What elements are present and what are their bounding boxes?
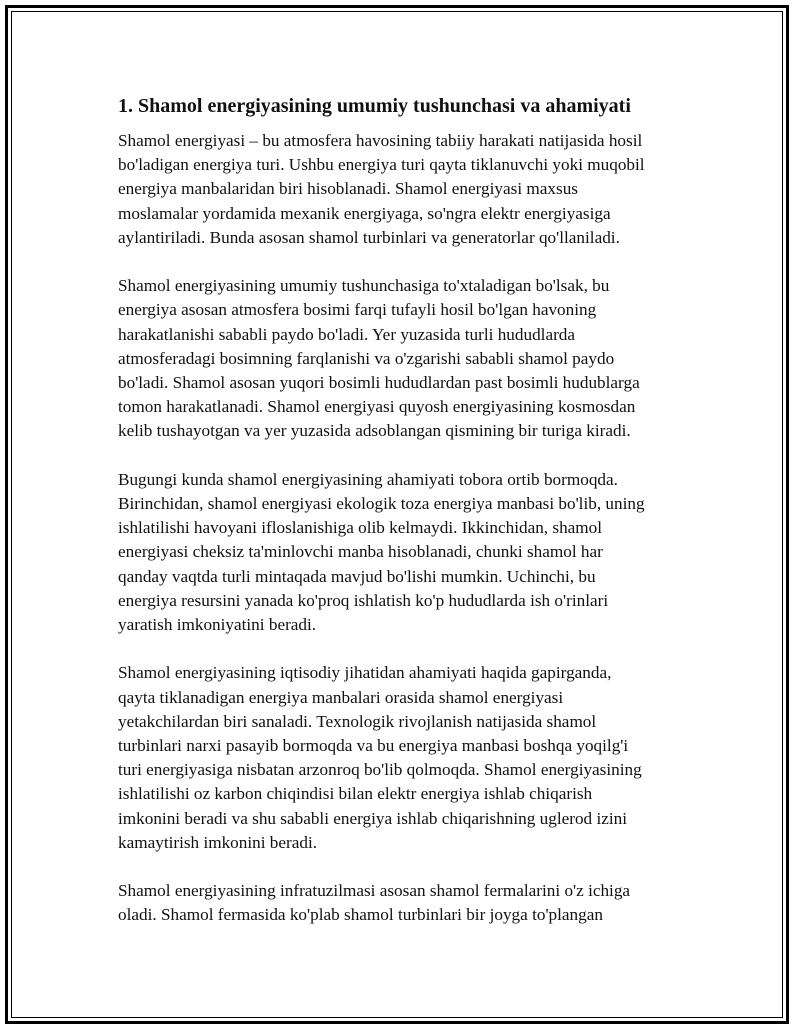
paragraph-4 xyxy=(118,661,693,855)
text-line: energiyasi cheksiz ta'minlovchi manba hisoblanadi, chunki shamol har xyxy=(118,542,603,562)
text-line: atmosferadagi bosimning farqlanishi va o'zgarishi sababli shamol paydo xyxy=(118,348,615,368)
paragraph-3 xyxy=(118,468,693,637)
section-heading: 1. Shamol energiyasining umumiy tushunchasi va ahamiyati xyxy=(118,95,631,117)
text-line: kelib tushayotgan va yer yuzasida adsoblangan qismining bir turiga kiradi. xyxy=(118,421,631,441)
text-line: ishlatilishi havoyani ifloslanishiga olib kelmaydi. Ikkinchidan, shamol xyxy=(118,518,603,538)
text-line: yaratish imkoniyatini beradi. xyxy=(118,615,317,635)
paragraph-5 xyxy=(118,879,693,927)
text-line: energiya manbalaridan biri hisoblanadi. Shamol energiyasi maxsus xyxy=(118,179,578,199)
text-line: qanday vaqtda turli mintaqada mavjud bo'lishi mumkin. Uchinchi, bu xyxy=(118,566,596,586)
document-body xyxy=(118,92,693,952)
text-line: Shamol energiyasining umumiy tushunchasiga to'xtaladigan bo'lsak, bu xyxy=(118,276,610,296)
text-line: qayta tiklanadigan energiya manbalari orasida shamol energiyasi xyxy=(118,687,564,707)
text-line: energiya resursini yanada ko'proq ishlatish ko'p hududlarda ish o'rinlari xyxy=(118,590,609,610)
text-line: bo'ladigan energiya turi. Ushbu energiya turi qayta tiklanuvchi yoki muqobil xyxy=(118,155,645,175)
text-line: Bugungi kunda shamol energiyasining ahamiyati tobora ortib bormoqda. xyxy=(118,469,618,489)
text-line: Shamol energiyasining iqtisodiy jihatidan ahamiyati haqida gapirganda, xyxy=(118,663,612,683)
text-line: ishlatilishi oz karbon chiqindisi bilan elektr energiya ishlab chiqarish xyxy=(118,784,593,804)
text-line: kamaytirish imkonini beradi. xyxy=(118,832,318,852)
text-line: Shamol energiyasining infratuzilmasi asosan shamol fermalarini o'z ichiga xyxy=(118,881,631,901)
text-line: aylantiriladi. Bunda asosan shamol turbinlari va generatorlar qo'llaniladi. xyxy=(118,227,620,247)
text-line: energiya asosan atmosfera bosimi farqi tufayli hosil bo'lgan havoning xyxy=(118,300,597,320)
text-line: Shamol energiyasi – bu atmosfera havosining tabiiy harakati natijasida hosil xyxy=(118,131,643,150)
paragraph-1 xyxy=(118,129,693,250)
text-line: turi energiyasiga nisbatan arzonroq bo'lib qolmoqda. Shamol energiyasining xyxy=(118,760,642,780)
text-line: turbinlari narxi pasayib bormoqda va bu energiya manbasi boshqa yoqilg'i xyxy=(118,736,629,756)
text-line: bo'ladi. Shamol asosan yuqori bosimli hududlardan past bosimli hudublarga xyxy=(118,373,640,393)
text-line: tomon harakatlanadi. Shamol energiyasi quyosh energiyasining kosmosdan xyxy=(118,397,636,417)
paragraph-2 xyxy=(118,274,693,443)
text-line: harakatlanishi sababli paydo bo'ladi. Yer yuzasida turli hududlarda xyxy=(118,324,576,344)
text-line: Birinchidan, shamol energiyasi ekologik toza energiya manbasi bo'lib, uning xyxy=(118,494,645,514)
text-line: oladi. Shamol fermasida ko'plab shamol turbinlari bir joyga to'plangan xyxy=(118,905,603,925)
text-line: imkonini beradi va shu sababli energiya ishlab chiqarishning uglerod izini xyxy=(118,808,627,828)
text-line: moslamalar yordamida mexanik energiyaga, so'ngra elektr energiyasiga xyxy=(118,203,611,223)
text-line: yetakchilardan biri sanaladi. Texnologik rivojlanish natijasida shamol xyxy=(118,711,597,731)
